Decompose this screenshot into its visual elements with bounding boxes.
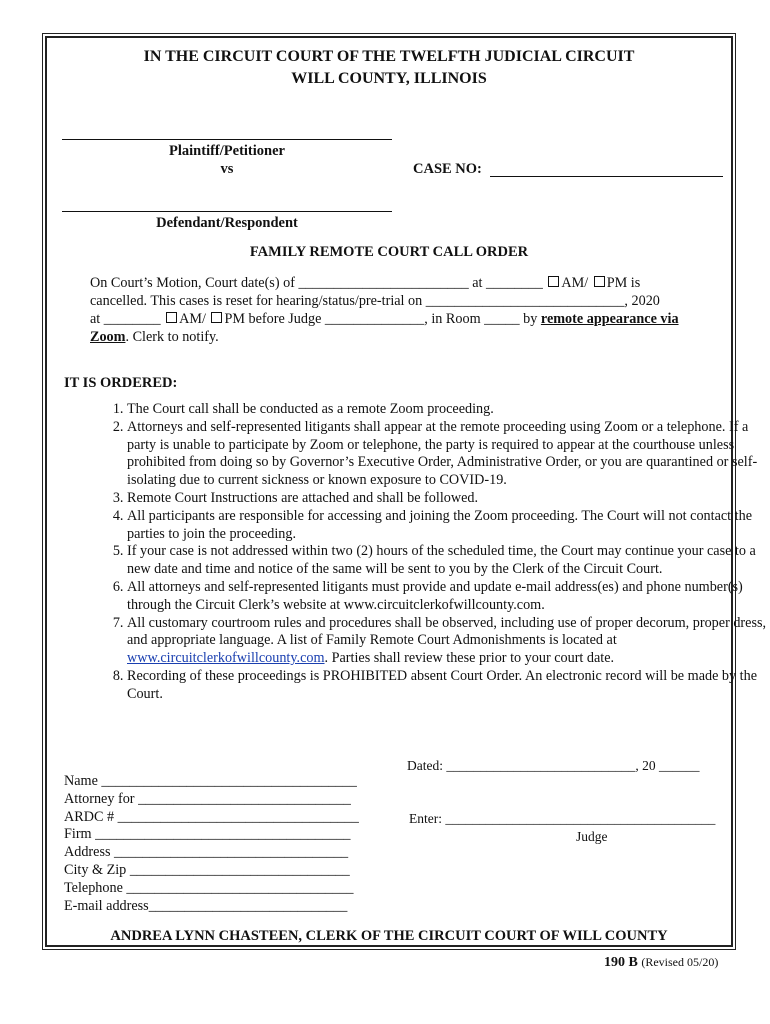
motion-line-1: On Court’s Motion, Court date(s) of ________________________ at ________ AM/ PM is [90, 275, 641, 291]
case-no-label: CASE NO: [413, 161, 482, 177]
order-title: FAMILY REMOTE COURT CALL ORDER [249, 244, 529, 260]
clerk-footer: ANDREA LYNN CHASTEEN, CLERK OF THE CIRCUIT COURT OF WILL COUNTY [110, 928, 668, 944]
vs-label: vs [220, 161, 234, 177]
firm-field[interactable]: Firm ____________________________________ [64, 826, 351, 843]
attorney-info-block [64, 773, 359, 915]
email-field[interactable]: E-mail address____________________________ [64, 897, 348, 914]
dated-field[interactable]: Dated: ____________________________, 20 ______ [407, 758, 700, 773]
order-item: 4. All participants are responsible for accessing and joining the Zoom proceeding. The Court will not contact the parties to join the proceeding. [127, 508, 770, 544]
clerk-website-link[interactable]: www.circuitclerkofwillcounty.com [127, 650, 325, 667]
case-no-field[interactable] [490, 176, 723, 177]
pm-checkbox-1[interactable] [594, 276, 605, 287]
ordered-heading: IT IS ORDERED: [64, 375, 178, 391]
plaintiff-line[interactable] [62, 139, 392, 140]
motion-line-4: Zoom. Clerk to notify. [90, 329, 219, 345]
order-item: 8. Recording of these proceedings is PROHIBITED absent Court Order. An electronic record will be made by the Court. [127, 668, 770, 704]
remote-appearance-text: remote appearance via [540, 311, 679, 327]
court-title: IN THE CIRCUIT COURT OF THE TWELFTH JUDICIAL CIRCUIT [143, 48, 635, 65]
order-item: 6. All attorneys and self-represented litigants must provide and update e-mail address(es) and phone number(s) through the Circuit Clerk’s website at www.circuitclerkofwillcounty.com. [127, 579, 770, 615]
county-title: WILL COUNTY, ILLINOIS [291, 70, 487, 87]
city-zip-field[interactable]: City & Zip _______________________________ [64, 861, 350, 878]
judge-signature-field[interactable]: Enter: ________________________________________ [409, 811, 716, 826]
address-field[interactable]: Address _________________________________ [64, 844, 349, 861]
form-number: 190 B (Revised 05/20) [604, 955, 719, 970]
order-item: 3. Remote Court Instructions are attached and shall be followed. [127, 490, 770, 508]
order-item: 1. The Court call shall be conducted as a remote Zoom proceeding. [127, 401, 770, 419]
defendant-label: Defendant/Respondent [156, 215, 298, 231]
order-item: 5. If your case is not addressed within two (2) hours of the scheduled time, the Court may continue your case to a new date and time and notice of the same will be sent to you by the Clerk of the Circuit Court. [127, 543, 770, 579]
orders-list [80, 401, 770, 704]
judge-label: Judge [576, 829, 608, 844]
zoom-text: Zoom [90, 329, 126, 345]
am-checkbox-1[interactable] [548, 276, 559, 287]
name-field[interactable]: Name ____________________________________ [64, 773, 357, 789]
plaintiff-label: Plaintiff/Petitioner [169, 143, 285, 159]
order-item: 7. All customary courtroom rules and procedures shall be observed, including use of proper decorum, proper dress, and appropriate language. A list of Family Remote Court Admonishments is located at www.circuitclerkofwillcounty.com. Parties shall review these prior to your court date. [127, 615, 770, 668]
attorney-for-field[interactable]: Attorney for ______________________________ [64, 790, 351, 807]
pm-checkbox-2[interactable] [211, 312, 222, 323]
order-item: 2. Attorneys and self-represented litigants shall appear at the remote proceeding using Zoom or a telephone. If a party is unable to participate by Zoom or telephone, the party is required to appear at the courthouse unless prohibited from doing so by Governor’s Executive Order, Administrative Order, or you are quarantined or self-isolating due to current sickness or known exposure to COVID-19. [127, 419, 770, 490]
defendant-line[interactable] [62, 211, 392, 212]
motion-line-3: at ________ AM/ PM before Judge ______________, in Room _____ by remote appearance via [90, 311, 679, 327]
telephone-field[interactable]: Telephone ________________________________ [64, 879, 354, 896]
motion-line-2: cancelled. This cases is reset for hearing/status/pre-trial on ____________________________, 2020 [90, 293, 660, 309]
ardc-field[interactable]: ARDC # __________________________________ [64, 808, 359, 825]
am-checkbox-2[interactable] [166, 312, 177, 323]
